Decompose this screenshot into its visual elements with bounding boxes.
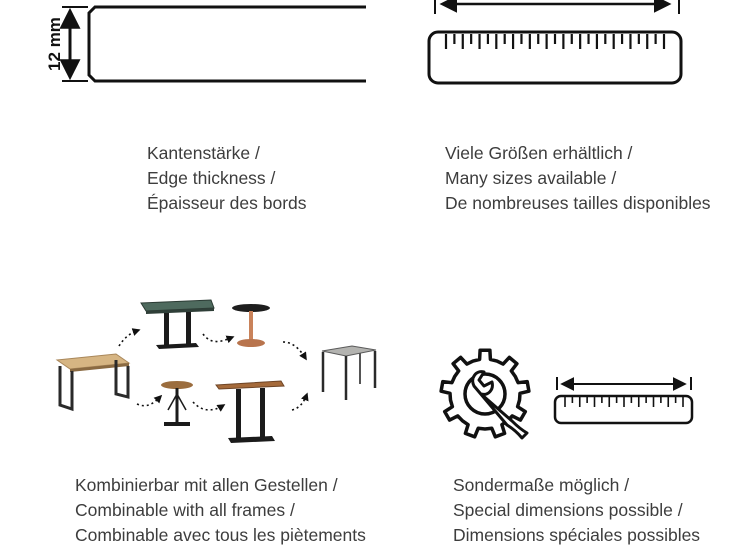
wood-bistro-table — [161, 381, 193, 426]
edge-dimension-label: 12 mm — [45, 17, 64, 71]
small-ruler-icon — [555, 377, 692, 423]
wood-desk — [57, 354, 129, 409]
connector-arrows — [119, 330, 307, 410]
grey-square-table — [322, 346, 376, 400]
small-ruler-ticks — [565, 397, 683, 407]
caption-line-de: Viele Größen erhältlich / — [445, 143, 633, 163]
ruler-icon — [429, 0, 681, 83]
ruler-ticks — [446, 34, 664, 49]
sizes-caption — [445, 141, 711, 216]
edge-thickness-caption — [147, 141, 307, 216]
caption-line-de: Kombinierbar mit allen Gestellen / — [75, 475, 338, 495]
special-dimensions-caption — [453, 473, 700, 548]
frames-caption — [75, 473, 366, 548]
gear-wrench-icon — [441, 350, 529, 438]
caption-line-fr: Dimensions spéciales possibles — [453, 525, 701, 545]
caption-line-de: Kantenstärke / — [147, 143, 260, 163]
caption-line-en: Special dimensions possible / — [453, 500, 683, 520]
edge-thickness-icon — [45, 7, 366, 81]
copper-round-table — [232, 304, 270, 347]
caption-line-fr: Combinable avec tous les piètements — [75, 525, 366, 545]
caption-line-en: Edge thickness / — [147, 168, 276, 188]
caption-line-en: Many sizes available / — [445, 168, 617, 188]
caption-line-fr: Épaisseur des bords — [147, 193, 307, 213]
caption-line-fr: De nombreuses tailles disponibles — [445, 193, 711, 213]
marble-table — [141, 300, 214, 349]
caption-line-en: Combinable with all frames / — [75, 500, 295, 520]
caption-line-de: Sondermaße möglich / — [453, 475, 630, 495]
wood-rect-table — [216, 381, 284, 443]
edge-board-outline — [89, 7, 366, 81]
table-frames-illustration — [57, 300, 376, 443]
